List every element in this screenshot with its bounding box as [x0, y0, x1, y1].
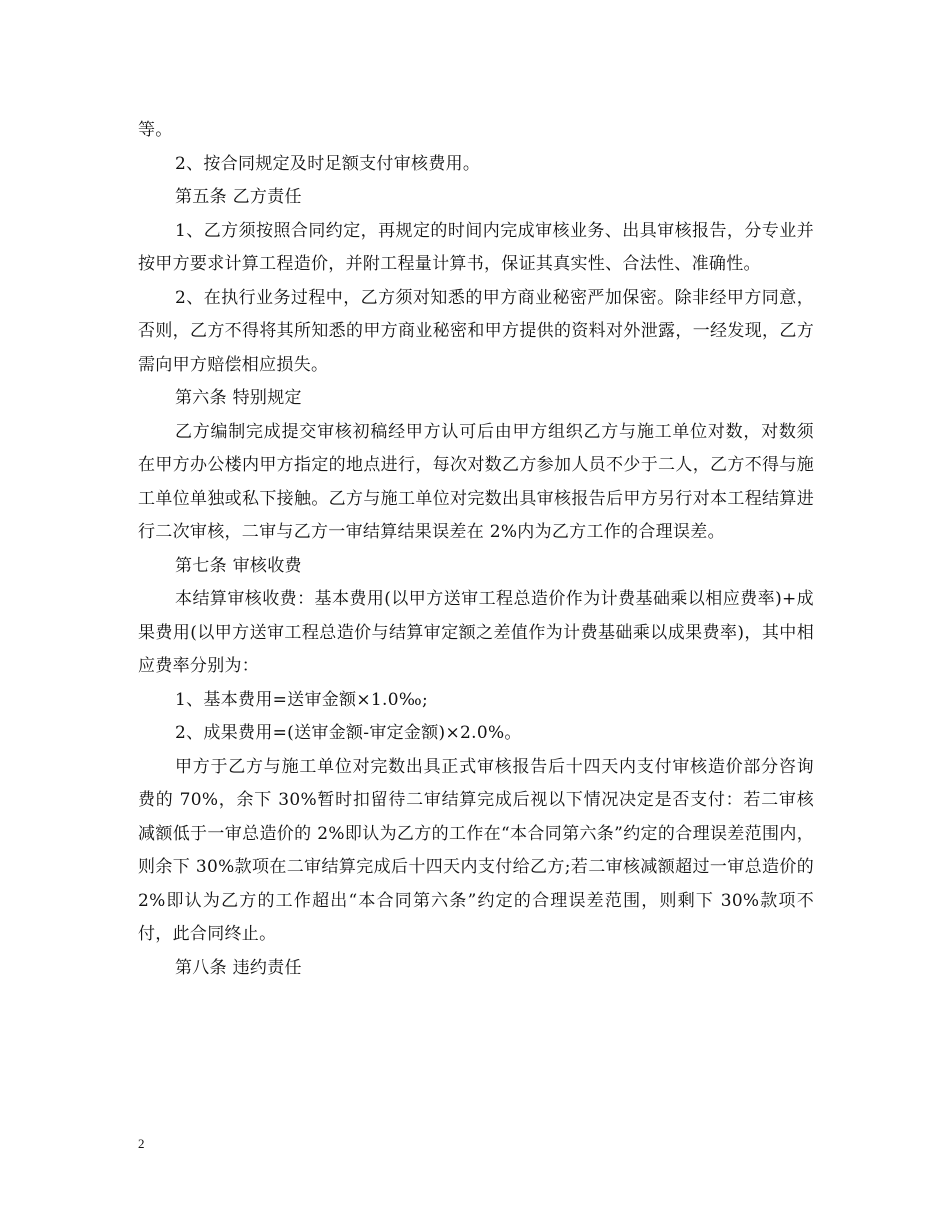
heading-article-5: 第五条 乙方责任 [175, 187, 302, 207]
paragraph-payment-terms: 甲方于乙方与施工单位对完数出具正式审核报告后十四天内支付审核造价部分咨询费的 70%，余下 30%暂时扣留待二审结算完成后视以下情况决定是否支付：若二审核减额低于一审总造价的 2%即认为乙方的工作在“本合同第六条”约定的合理误差范围内，则余下 30%款项在二审结算完成后十四天内支付给乙方;若二审核减额超过一审总造价的 2%即认为乙方的工作超出“本合同第六条”约定的合理误差范围，则剩下 30%款项不付，此合同终止。 [138, 756, 814, 944]
paragraph-basic-fee: 1、基本费用=送审金额×1.0‰; [175, 689, 428, 710]
paragraph-article-7-body: 本结算审核收费：基本费用(以甲方送审工程总造价作为计费基础乘以相应费率)+成果费用(以甲方送审工程总造价与结算审定额之差值作为计费基础乘以成果费率)，其中相应费率分别为： [138, 589, 814, 676]
paragraph-continuation: 等。 [138, 120, 173, 140]
paragraph-article-6-body: 乙方编制完成提交审核初稿经甲方认可后由甲方组织乙方与施工单位对数，对数须在甲方办公楼内甲方指定的地点进行，每次对数乙方参加人员不少于二人，乙方不得与施工单位单独或私下接触。乙方与施工单位对完数出具审核报告后甲方另行对本工程结算进行二次审核，二审与乙方一审结算结果误差在 2%内为乙方工作的合理误差。 [138, 421, 814, 542]
document-body [138, 114, 814, 985]
paragraph-article-5-item-1: 1、乙方须按照合同约定，再规定的时间内完成审核业务、出具审核报告，分专业并按甲方要求计算工程造价，并附工程量计算书，保证其真实性、合法性、准确性。 [138, 220, 814, 274]
paragraph-result-fee: 2、成果费用=(送审金额-审定金额)×2.0%。 [175, 723, 522, 743]
heading-article-6: 第六条 特别规定 [175, 388, 302, 408]
heading-article-8: 第八条 违约责任 [175, 957, 302, 978]
page-number: 2 [138, 1136, 145, 1151]
heading-article-7: 第七条 审核收费 [175, 555, 302, 576]
paragraph-payment-fee: 2、按合同规定及时足额支付审核费用。 [175, 153, 481, 174]
paragraph-article-5-item-2: 2、在执行业务过程中，乙方须对知悉的甲方商业秘密严加保密。除非经甲方同意，否则，乙方不得将其所知悉的甲方商业秘密和甲方提供的资料对外泄露，一经发现，乙方需向甲方赔偿相应损失。 [138, 287, 814, 375]
